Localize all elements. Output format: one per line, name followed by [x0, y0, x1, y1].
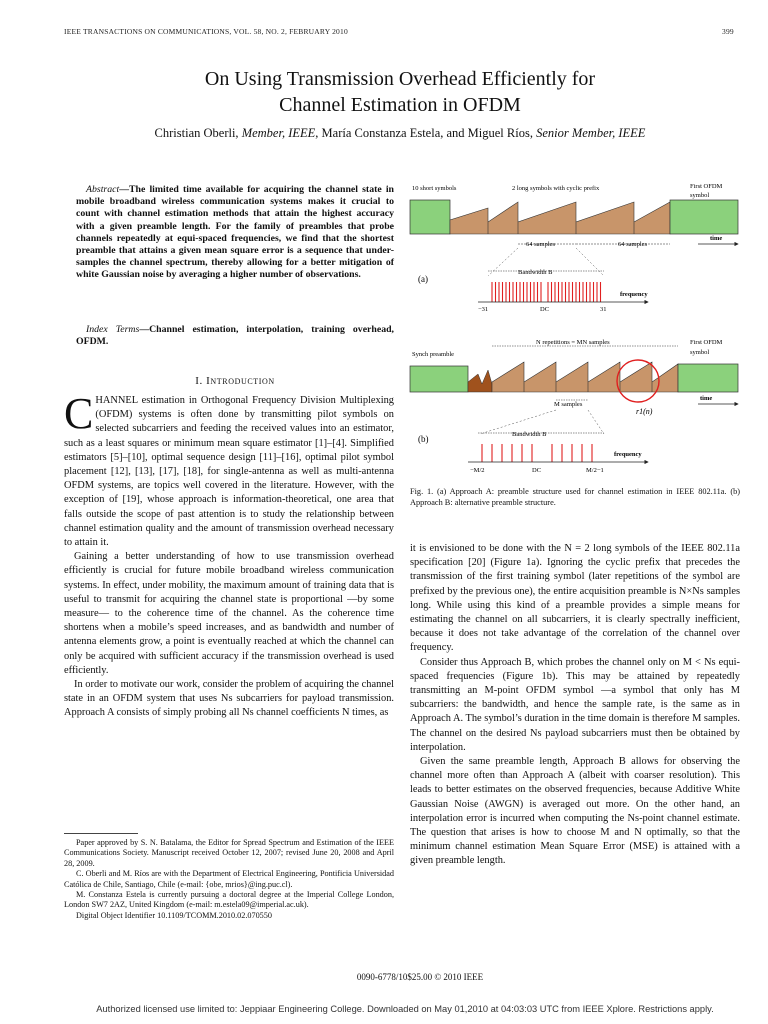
index-terms: [76, 324, 394, 348]
fig-a-64-samples-2: 64 samples: [618, 241, 648, 248]
abstract-label: Abstract: [86, 184, 120, 195]
fig-a-green-block: [410, 200, 450, 234]
fig-a-short-symbols-label: 10 short symbols: [412, 185, 457, 192]
fig-a-first-symbol-block: [670, 200, 738, 234]
figure-caption: Fig. 1. (a) Approach A: preamble structure used for channel estimation in IEEE 802.11a. (b) Approach B: alternative preamble structure.: [410, 487, 740, 507]
fig-a-long-symbols-label: 2 long symbols with cyclic prefix: [512, 185, 600, 192]
fig-b-repetitions-label: N repetitions = MN samples: [536, 339, 610, 346]
footnote-affiliation: C. Oberli and M. Ríos are with the Department of Electrical Engineering, Pontificia Universidad Católica de Chile, Santiago, Chile (e-mail: {obe, mrios}@ing.puc.cl).: [64, 869, 394, 889]
fig-a-tick-dc: DC: [540, 306, 550, 313]
running-title: IEEE TRANSACTIONS ON COMMUNICATIONS, VOL. 58, NO. 2, FEBRUARY 2010: [64, 27, 348, 36]
fig-b-tick-m2-1: M/2−1: [586, 467, 604, 474]
author-2-3: , María Constanza Estela, and Miguel Ríos,: [315, 126, 537, 140]
fig-a-subcarrier-bars: [492, 282, 601, 302]
fig-a-zoom-right: [576, 248, 604, 276]
author-1: Christian Oberli,: [154, 126, 242, 140]
footnotes: [64, 838, 394, 921]
title-line-2: Channel Estimation in OFDM: [279, 94, 521, 116]
footnote-estela: M. Constanza Estela is currently pursuing a doctoral degree at the Imperial College London, London SW7 2AZ, United Kingdom (e-mail: m.estela09@imperial.ac.uk).: [64, 890, 394, 910]
fig-b-synch-label: Synch preamble: [412, 351, 455, 358]
fig-b-frequency-label: frequency: [614, 451, 642, 458]
fig-b-panel-label: (b): [418, 434, 429, 444]
intro-paragraph-3: In order to motivate our work, consider the problem of acquiring the channel state in an OFDM system that uses Ns subcarriers for payload transmission. Approach A consists of simply probing all Ns channel coefficients N times, as: [64, 679, 394, 719]
title-line-1: On Using Transmission Overhead Efficiently for: [204, 68, 596, 90]
fig-a-tick-minus31: −31: [478, 306, 489, 313]
fig-b-subcarrier-bars: [482, 444, 592, 462]
author-list: [60, 126, 740, 141]
fig-a-panel-label: (a): [418, 274, 428, 284]
fig-b-tick-dc: DC: [532, 467, 542, 474]
fig-a-zoom-left: [488, 248, 518, 276]
drop-cap: C: [64, 389, 94, 438]
fig-b-first-ofdm-1: First OFDM: [690, 339, 723, 346]
fig-a-frequency-label: frequency: [620, 291, 648, 298]
section-heading: I. Introduction: [195, 375, 275, 387]
footnote-rule: [64, 833, 138, 834]
fig-b-bandwidth-label: Bandwidth B: [512, 431, 547, 438]
fig-b-zoom-right: [588, 410, 604, 434]
fig-a-64-samples-1: 64 samples: [526, 241, 556, 248]
footnote-doi: Digital Object Identifier 10.1109/TCOMM.2010.02.070550: [76, 910, 272, 920]
license-notice: Authorized licensed use limited to: Jeppiaar Engineering College. Downloaded on May 01,2010 at 04:03:03 UTC from IEEE Xplore. Restrictions apply.: [96, 1004, 714, 1014]
abstract-text: —The limited time available for acquiring the channel state in mobile broadband wireless communication systems makes it crucial to count with channel estimation methods that attain the highest accuracy with a given preamble length. For the family of preambles that probe channels repeatedly at equi-spaced frequencies, we find that the shortest preamble that attains a given mean square error is a sequence that under-samples the channel spectrum, thereby allowing for a better mitigation of white Gaussian noise by averaging a higher number of observations.: [76, 184, 394, 281]
page-number: 399: [722, 27, 734, 36]
right-column-body: [410, 542, 740, 869]
abstract: [76, 184, 394, 282]
right-paragraph-1: it is envisioned to be done with the N = 2 long symbols of the IEEE 802.11a specification [20] (Figure 1a). Ignoring the cyclic prefix that precedes the transmission of the first training symbol (later repetitions of the symbol are prefixed by the previous one), the entire acquisition preamble is N×Ns samples long. While using this kind of a preamble provides a simple means for estimating the channel on all subcarriers, it is clearly spectrally inefficient, because it does not take advantage of the correlation of the channel over frequency.: [410, 543, 740, 654]
fig-b-synch-shape: [468, 370, 492, 392]
fig-a-bandwidth-label: Bandwidth B: [518, 269, 553, 276]
right-paragraph-3: Given the same preamble length, Approach B allows for observing the channel more often than Approach A (albeit with coarser resolution). This leads to better estimates on the observed frequencies, because Additive White Gaussian Noise (AWGN) is averaged out more. On the other hand, an interpolation error is incurred when computing the Ns-point channel estimate. The question that arises is how to choose M and N optimally, so that the minimum channel estimation Mean Square Error (MSE) is attained with a given preamble length.: [410, 756, 740, 867]
index-terms-label: Index Terms: [86, 324, 140, 335]
fig-a-time-label: time: [710, 235, 723, 242]
intro-paragraph-2: Gaining a better understanding of how to use transmission overhead efficiently is crucial for future mobile broadband wireless communication systems. In effect, under mobility, the maximum amount of training data that is useful to transmit for acquiring the channel state is proportional —by some measure— to the coherence time of the channel. As the coherence time shortens when a mobile’s speed increases, and as bandwidth and number of antenna elements grow, a point is eventually reached at which the channel can only be acquired with sufficient accuracy if the transmission overhead is used efficiently.: [64, 551, 394, 676]
right-paragraph-2: Consider thus Approach B, which probes the channel only on M < Ns equi-spaced frequencies (Figure 1b). This may be attained by repeatedly transmitting an M-point OFDM symbol —a symbol that only has M subcarriers: the bandwidth, and hence the sample rate, is the same as in Approach A. The symbol’s duration in the time domain is therefore M samples. The channel on the desired Ns payload subcarriers must then be obtained by interpolation.: [410, 656, 740, 753]
copyright-line: 0090-6778/10$25.00 © 2010 IEEE: [356, 972, 484, 982]
fig-b-symbol-ramps: [492, 362, 678, 392]
fig-b-first-ofdm-2: symbol: [690, 349, 710, 356]
fig-a-tick-31: 31: [600, 306, 607, 313]
author-3-role: Senior Member, IEEE: [536, 126, 646, 140]
author-1-role: Member, IEEE: [241, 126, 316, 140]
index-terms-text: —Channel estimation, interpolation, training overhead, OFDM.: [76, 324, 394, 348]
fig-b-r1n-label: r1(n): [636, 407, 653, 416]
paper-title: [60, 66, 740, 118]
fig-a-first-ofdm-1: First OFDM: [690, 183, 723, 190]
introduction-body: [64, 389, 394, 721]
intro-paragraph-1: HANNEL estimation in Orthogonal Frequency Division Multiplexing (OFDM) systems is often done by transmitting pilot symbols on selected subcarriers and feeding the received values into an estimator, such as a least squares or minimum mean square estimator [1]–[4]. Simplified estimators [5]–[10], optimal sequence design [11]–[16], optimal pilot symbol placement [12], [13], [17], [18], for single-antenna as well as multi-antenna OFDM systems, are topics well covered in the literature. However, with the exception of [19], whose approach is information-theoretical, one area that falls outside the scope of past attention is to study the relationship between channel estimation quality and the amount of transmission overhead necessary to attain it.: [64, 395, 394, 549]
fig-b-tick-minus-m2: −M/2: [470, 467, 485, 474]
fig-a-first-ofdm-2: symbol: [690, 192, 710, 199]
fig-b-time-label: time: [700, 395, 713, 402]
fig-b-first-symbol-block: [678, 364, 738, 392]
fig-b-m-samples: M samples: [554, 401, 583, 408]
fig-b-green-block: [410, 366, 468, 392]
figure-1: [408, 178, 742, 483]
footnote-editor: Paper approved by S. N. Batalama, the Editor for Spread Spectrum and Estimation of the IEEE Communications Society. Manuscript received October 12, 2007; revised June 20, 2008 and April 28, 2009.: [64, 838, 394, 868]
fig-a-symbol-ramps: [450, 202, 670, 234]
